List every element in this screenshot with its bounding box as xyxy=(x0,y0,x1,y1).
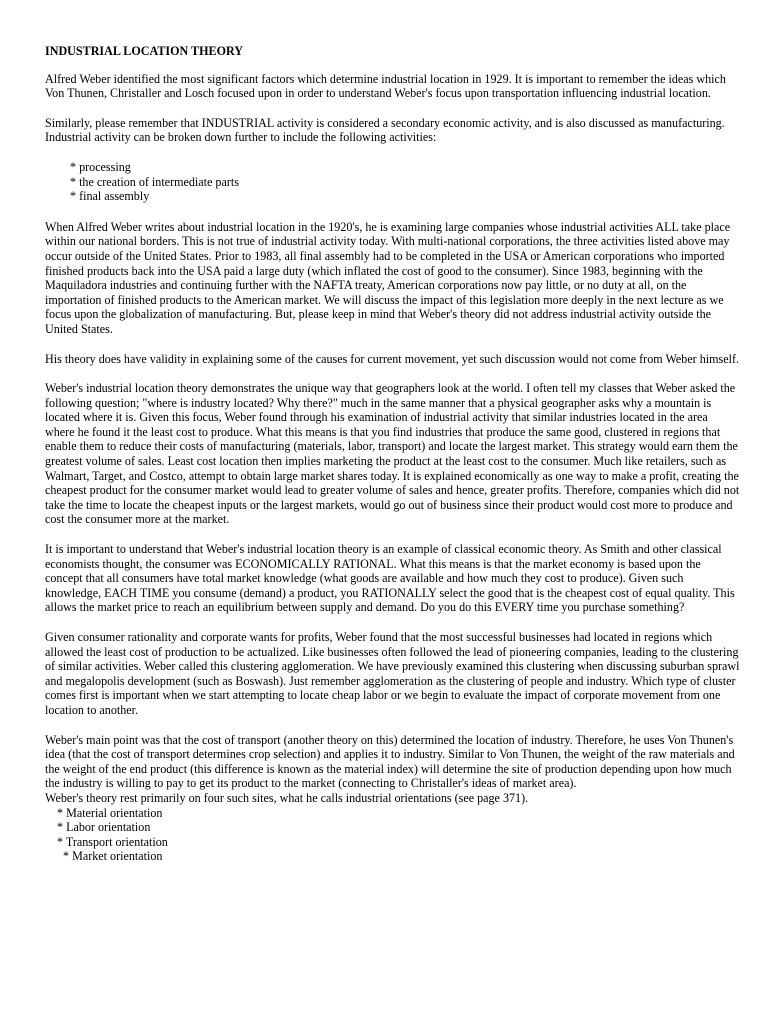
document-title: INDUSTRIAL LOCATION THEORY xyxy=(45,44,244,58)
paragraph-industrial-activity: Similarly, please remember that INDUSTRIAL activity is considered a secondary economic activity, and is also discussed as manufacturing. Industrial activity can be broken down further to include the following activities: xyxy=(45,115,725,145)
paragraph-four-sites: Weber's theory rest primarily on four such sites, what he calls industrial orientations (see page 371). xyxy=(45,790,529,805)
paragraph-agglomeration: Given consumer rationality and corporate wants for profits, Weber found that the most successful businesses had located in regions which allowed the least cost of production to be actualized. Like businesses often followed the lead of pioneering companies, leading to the clustering of similar activities. Weber called this clustering agglomeration. We have previously examined this clustering when discussing suburban sprawl and megalopolis development (such as Boswash). Just remember agglomeration as the clustering of people and industry. Which type of cluster comes first is important when we start attempting to locate cheap labor or we begin to evaluate the impact of corporate movement from one location to another. xyxy=(45,630,740,717)
list-item: * processing xyxy=(70,159,131,174)
paragraph-intro: Alfred Weber identified the most significant factors which determine industrial location in 1929. It is important to remember the ideas which Von Thunen, Christaller and Losch focused upon in order to understand Weber's focus upon transportation influencing industrial location. xyxy=(45,71,726,101)
list-item: * Market orientation xyxy=(63,849,163,864)
paragraph-classical-economics: It is important to understand that Weber's industrial location theory is an example of classical economic theory. As Smith and other classical economists thought, the consumer was ECONOMICALLY RATIONAL. What this means is that the market economy is based upon the concept that all consumers have total market knowledge (what goods are available and how much they cost to produce). Given such knowledge, EACH TIME you consume (demand) a product, you RATIONALLY select the good that is the cheapest cost of equal quality. This allows the market price to reach an equilibrium between supply and demand. Do you do this EVERY time you purchase something? xyxy=(45,542,735,615)
orientations-list xyxy=(45,806,740,864)
list-item: * Transport orientation xyxy=(57,834,168,849)
paragraph-weber-1920s: When Alfred Weber writes about industrial location in the 1920's, he is examining large companies whose industrial activities ALL take place within our national borders. This is not true of industrial activity today. With multi-national corporations, the three activities listed above may occur outside of the United States. Prior to 1983, all final assembly had to be completed in the USA or American corporations who imported finished products back into the USA paid a large duty (which inflated the cost of good to the consumer). Since 1983, beginning with the Maquiladora industries and continuing further with the NAFTA treaty, American corporations now pay little, or no duty at all, on the importation of finished products to the American market. We will discuss the impact of this legislation more deeply in the next lecture as we focus upon the globalization of manufacturing. But, please keep in mind that Weber's theory did not address industrial activity outside the United States. xyxy=(45,219,731,336)
paragraph-theory-validity: His theory does have validity in explaining some of the causes for current movement, yet such discussion would not come from Weber himself. xyxy=(45,351,740,366)
list-item: * final assembly xyxy=(70,189,150,204)
activities-list xyxy=(45,160,740,204)
list-item: * the creation of intermediate parts xyxy=(70,174,239,189)
list-item: * Labor orientation xyxy=(57,820,151,835)
paragraph-least-cost: Weber's industrial location theory demonstrates the unique way that geographers look at the world. I often tell my classes that Weber asked the following question; "where is industry located? Why there?" much in the same manner that a physical geographer asks why a mountain is located where it is. Given this focus, Weber found through his examination of industrial activity that similar industries located in the area where he found it the least cost to produce. What this means is that you find industries that produce the same good, clustered in regions that enable them to reduce their costs of manufacturing (materials, labor, transport) and locate the largest market. This strategy would earn them the greatest volume of sales. Least cost location then implies marketing the product at the least cost to the consumer. Much like retailers, such as Walmart, Target, and Costco, attempt to obtain large market shares today. It is explained economically as one way to make a profit, creating the cheapest product for the consumer market would lead to greater volume of sales and hence, greater profits. Therefore, companies which did not take the time to locate the cheapest inputs or the largest markets, would go out of business since their product would cost more to produce and cost the consumer more at the market. xyxy=(45,381,740,527)
paragraph-transport-cost: Weber's main point was that the cost of transport (another theory on this) determined the location of industry. Therefore, he uses Von Thunen's idea (that the cost of transport determines crop selection) and applies it to industry. Similar to Von Thunen, the weight of the raw materials and the weight of the end product (this difference is known as the material index) will determine the site of production depending upon how much the industry is willing to pay to get its product to the market (connecting to Christaller's ideas of market area). xyxy=(45,732,735,791)
list-item: * Material orientation xyxy=(57,805,163,820)
